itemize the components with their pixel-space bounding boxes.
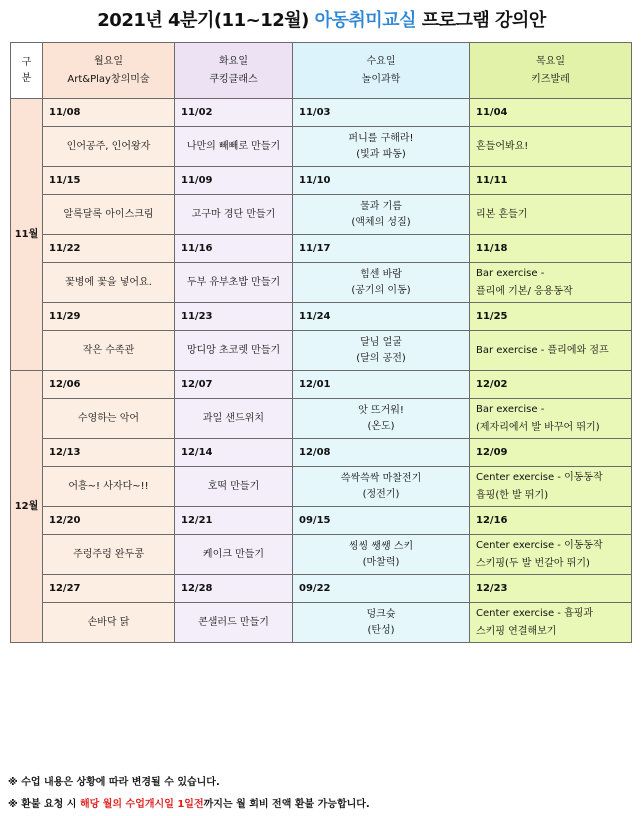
activity-cell bbox=[470, 127, 632, 167]
date-cell: 11/24 bbox=[293, 303, 470, 331]
date-cell: 11/22 bbox=[43, 235, 175, 263]
activity-cell bbox=[470, 467, 632, 507]
activity-cell bbox=[293, 331, 470, 371]
activity-cell bbox=[43, 127, 175, 167]
activity-line: Bar exercise - bbox=[476, 403, 545, 415]
activity-row bbox=[11, 467, 632, 507]
activity-cell bbox=[43, 535, 175, 575]
header-day: 월요일 bbox=[94, 55, 123, 67]
month-label: 11월 bbox=[11, 99, 43, 371]
activity-line: 퍼니를 구해라! bbox=[348, 132, 414, 144]
date-cell: 11/23 bbox=[175, 303, 293, 331]
activity-line: 앗 뜨거워! bbox=[358, 404, 404, 416]
date-cell: 11/15 bbox=[43, 167, 175, 195]
date-row bbox=[11, 507, 632, 535]
activity-cell bbox=[293, 535, 470, 575]
activity-cell bbox=[175, 603, 293, 643]
header-day: 목요일 bbox=[536, 55, 565, 67]
date-cell: 12/13 bbox=[43, 439, 175, 467]
activity-cell bbox=[470, 399, 632, 439]
activity-line: 고구마 경단 만들기 bbox=[191, 208, 276, 220]
activity-cell bbox=[470, 263, 632, 303]
date-cell: 11/02 bbox=[175, 99, 293, 127]
date-cell: 11/25 bbox=[470, 303, 632, 331]
activity-line: (탄성) bbox=[367, 624, 395, 636]
activity-row bbox=[11, 603, 632, 643]
activity-line: (달의 공전) bbox=[356, 352, 406, 364]
date-cell: 09/22 bbox=[293, 575, 470, 603]
activity-cell bbox=[470, 331, 632, 371]
header-program: 놀이과학 bbox=[361, 73, 401, 85]
activity-line: (정전기) bbox=[362, 488, 400, 500]
activity-cell bbox=[43, 331, 175, 371]
date-row bbox=[11, 371, 632, 399]
date-cell: 11/10 bbox=[293, 167, 470, 195]
activity-line: 힘센 바람 bbox=[360, 268, 402, 280]
activity-row bbox=[11, 331, 632, 371]
title-prefix: 2021년 4분기(11~12월) bbox=[97, 10, 315, 31]
date-cell: 12/01 bbox=[293, 371, 470, 399]
activity-cell bbox=[43, 399, 175, 439]
header-program: Art&Play창의미술 bbox=[67, 73, 150, 85]
date-cell: 12/07 bbox=[175, 371, 293, 399]
note-refund-highlight: 해당 월의 수업개시일 1일전 bbox=[79, 799, 204, 810]
date-cell: 12/23 bbox=[470, 575, 632, 603]
page-title bbox=[0, 6, 643, 32]
activity-cell bbox=[470, 603, 632, 643]
date-cell: 11/04 bbox=[470, 99, 632, 127]
activity-cell bbox=[293, 467, 470, 507]
activity-row bbox=[11, 399, 632, 439]
activity-cell bbox=[175, 399, 293, 439]
activity-line: 알록달록 아이스크림 bbox=[63, 208, 154, 220]
date-cell: 12/06 bbox=[43, 371, 175, 399]
activity-cell bbox=[175, 195, 293, 235]
activity-line: 꽃병에 꽃을 넣어요. bbox=[65, 276, 152, 288]
activity-line: (액체의 성질) bbox=[351, 216, 411, 228]
activity-cell bbox=[293, 127, 470, 167]
header-day: 수요일 bbox=[366, 55, 396, 67]
activity-cell bbox=[43, 467, 175, 507]
activity-line: 인어공주, 인어왕자 bbox=[66, 140, 151, 152]
activity-line: 흡핑(한 발 뛰기) bbox=[476, 489, 549, 501]
activity-line: Center exercise - 이동동작 bbox=[476, 471, 603, 483]
activity-line: 망디앙 초코렛 만들기 bbox=[186, 344, 281, 356]
activity-line: 케이크 만들기 bbox=[202, 548, 265, 560]
activity-line: 쓱싹쓱싹 마찰전기 bbox=[340, 472, 422, 484]
note-change: ※ 수업 내용은 상황에 따라 변경될 수 있습니다. bbox=[8, 777, 220, 788]
date-cell: 12/09 bbox=[470, 439, 632, 467]
activity-line: Center exercise - 이동동작 bbox=[476, 539, 603, 551]
activity-cell bbox=[293, 195, 470, 235]
activity-cell bbox=[293, 263, 470, 303]
note-refund-pre: ※ 환불 요청 시 bbox=[8, 799, 80, 810]
activity-line: 나만의 빼빼로 만들기 bbox=[186, 140, 281, 152]
activity-line: (공기의 이동) bbox=[351, 284, 411, 296]
activity-line: 호떡 만들기 bbox=[207, 480, 260, 492]
title-highlight: 아동취미교실 bbox=[314, 10, 416, 31]
activity-line: 주렁주렁 완두콩 bbox=[73, 548, 144, 560]
note-refund-post: 까지는 월 회비 전액 환불 가능합니다. bbox=[203, 799, 370, 810]
activity-line: 손바닥 닭 bbox=[87, 616, 130, 628]
date-cell: 12/02 bbox=[470, 371, 632, 399]
activity-line: (제자리에서 발 바꾸어 뛰기) bbox=[476, 421, 600, 433]
month-label: 12월 bbox=[11, 371, 43, 643]
schedule-table bbox=[10, 42, 632, 643]
date-cell: 11/03 bbox=[293, 99, 470, 127]
date-cell: 11/17 bbox=[293, 235, 470, 263]
header-thursday bbox=[470, 43, 632, 99]
header-wednesday bbox=[293, 43, 470, 99]
activity-cell bbox=[43, 603, 175, 643]
activity-line: 달님 얼굴 bbox=[360, 336, 402, 348]
activity-line: 작은 수족관 bbox=[82, 344, 135, 356]
activity-row bbox=[11, 263, 632, 303]
activity-line: (온도) bbox=[367, 420, 395, 432]
notes bbox=[8, 772, 370, 816]
date-cell: 12/08 bbox=[293, 439, 470, 467]
activity-line: Center exercise - 흡핑과 bbox=[476, 607, 594, 619]
date-cell: 11/16 bbox=[175, 235, 293, 263]
activity-line: 두부 유부초밥 만들기 bbox=[186, 276, 281, 288]
activity-line: (빛과 파동) bbox=[356, 148, 406, 160]
date-row bbox=[11, 167, 632, 195]
activity-line: 과일 샌드위치 bbox=[202, 412, 265, 424]
date-cell: 12/28 bbox=[175, 575, 293, 603]
activity-line: 씽씽 쌩쌩 스키 bbox=[348, 540, 414, 552]
activity-cell bbox=[175, 331, 293, 371]
activity-line: 흔들어봐요! bbox=[476, 140, 529, 152]
activity-cell bbox=[43, 195, 175, 235]
header-row bbox=[11, 43, 632, 99]
note-refund bbox=[8, 794, 370, 816]
activity-cell bbox=[175, 263, 293, 303]
activity-line: 물과 기름 bbox=[360, 200, 402, 212]
activity-line: (마찰력) bbox=[362, 556, 400, 568]
activity-cell bbox=[175, 127, 293, 167]
activity-line: Bar exercise - bbox=[476, 267, 545, 279]
date-cell: 11/11 bbox=[470, 167, 632, 195]
date-cell: 12/14 bbox=[175, 439, 293, 467]
date-cell: 12/21 bbox=[175, 507, 293, 535]
header-monday bbox=[43, 43, 175, 99]
header-program: 키즈발레 bbox=[531, 73, 570, 85]
activity-cell bbox=[470, 535, 632, 575]
date-row bbox=[11, 235, 632, 263]
header-program: 쿠킹클래스 bbox=[209, 73, 258, 85]
activity-cell bbox=[43, 263, 175, 303]
date-cell: 11/18 bbox=[470, 235, 632, 263]
activity-line: Bar exercise - 플리에와 점프 bbox=[476, 344, 609, 356]
date-cell: 11/08 bbox=[43, 99, 175, 127]
date-row bbox=[11, 99, 632, 127]
activity-cell bbox=[175, 467, 293, 507]
date-cell: 09/15 bbox=[293, 507, 470, 535]
date-row bbox=[11, 439, 632, 467]
activity-cell bbox=[293, 399, 470, 439]
date-cell: 12/16 bbox=[470, 507, 632, 535]
date-cell: 11/29 bbox=[43, 303, 175, 331]
header-tuesday bbox=[175, 43, 293, 99]
activity-line: 수영하는 악어 bbox=[77, 412, 140, 424]
activity-row bbox=[11, 195, 632, 235]
activity-line: 스키핑 연결해보기 bbox=[476, 625, 557, 637]
activity-line: 어흥~! 사자다~!! bbox=[68, 480, 149, 492]
activity-line: 스키핑(두 발 번갈아 뛰기) bbox=[476, 557, 590, 569]
activity-line: 플리에 기본/ 응용동작 bbox=[476, 285, 573, 297]
category-header: 구분 bbox=[11, 43, 43, 99]
activity-cell bbox=[470, 195, 632, 235]
date-cell: 11/09 bbox=[175, 167, 293, 195]
activity-cell bbox=[175, 535, 293, 575]
date-cell: 12/27 bbox=[43, 575, 175, 603]
header-day: 화요일 bbox=[219, 55, 248, 67]
schedule-body bbox=[11, 99, 632, 643]
activity-line: 콘샐러드 만들기 bbox=[198, 616, 269, 628]
activity-row bbox=[11, 127, 632, 167]
activity-line: 덩크슛 bbox=[366, 608, 396, 620]
date-row bbox=[11, 575, 632, 603]
date-cell: 12/20 bbox=[43, 507, 175, 535]
activity-cell bbox=[293, 603, 470, 643]
date-row bbox=[11, 303, 632, 331]
activity-line: 리본 흔들기 bbox=[476, 208, 528, 220]
title-suffix: 프로그램 강의안 bbox=[415, 10, 546, 31]
activity-row bbox=[11, 535, 632, 575]
